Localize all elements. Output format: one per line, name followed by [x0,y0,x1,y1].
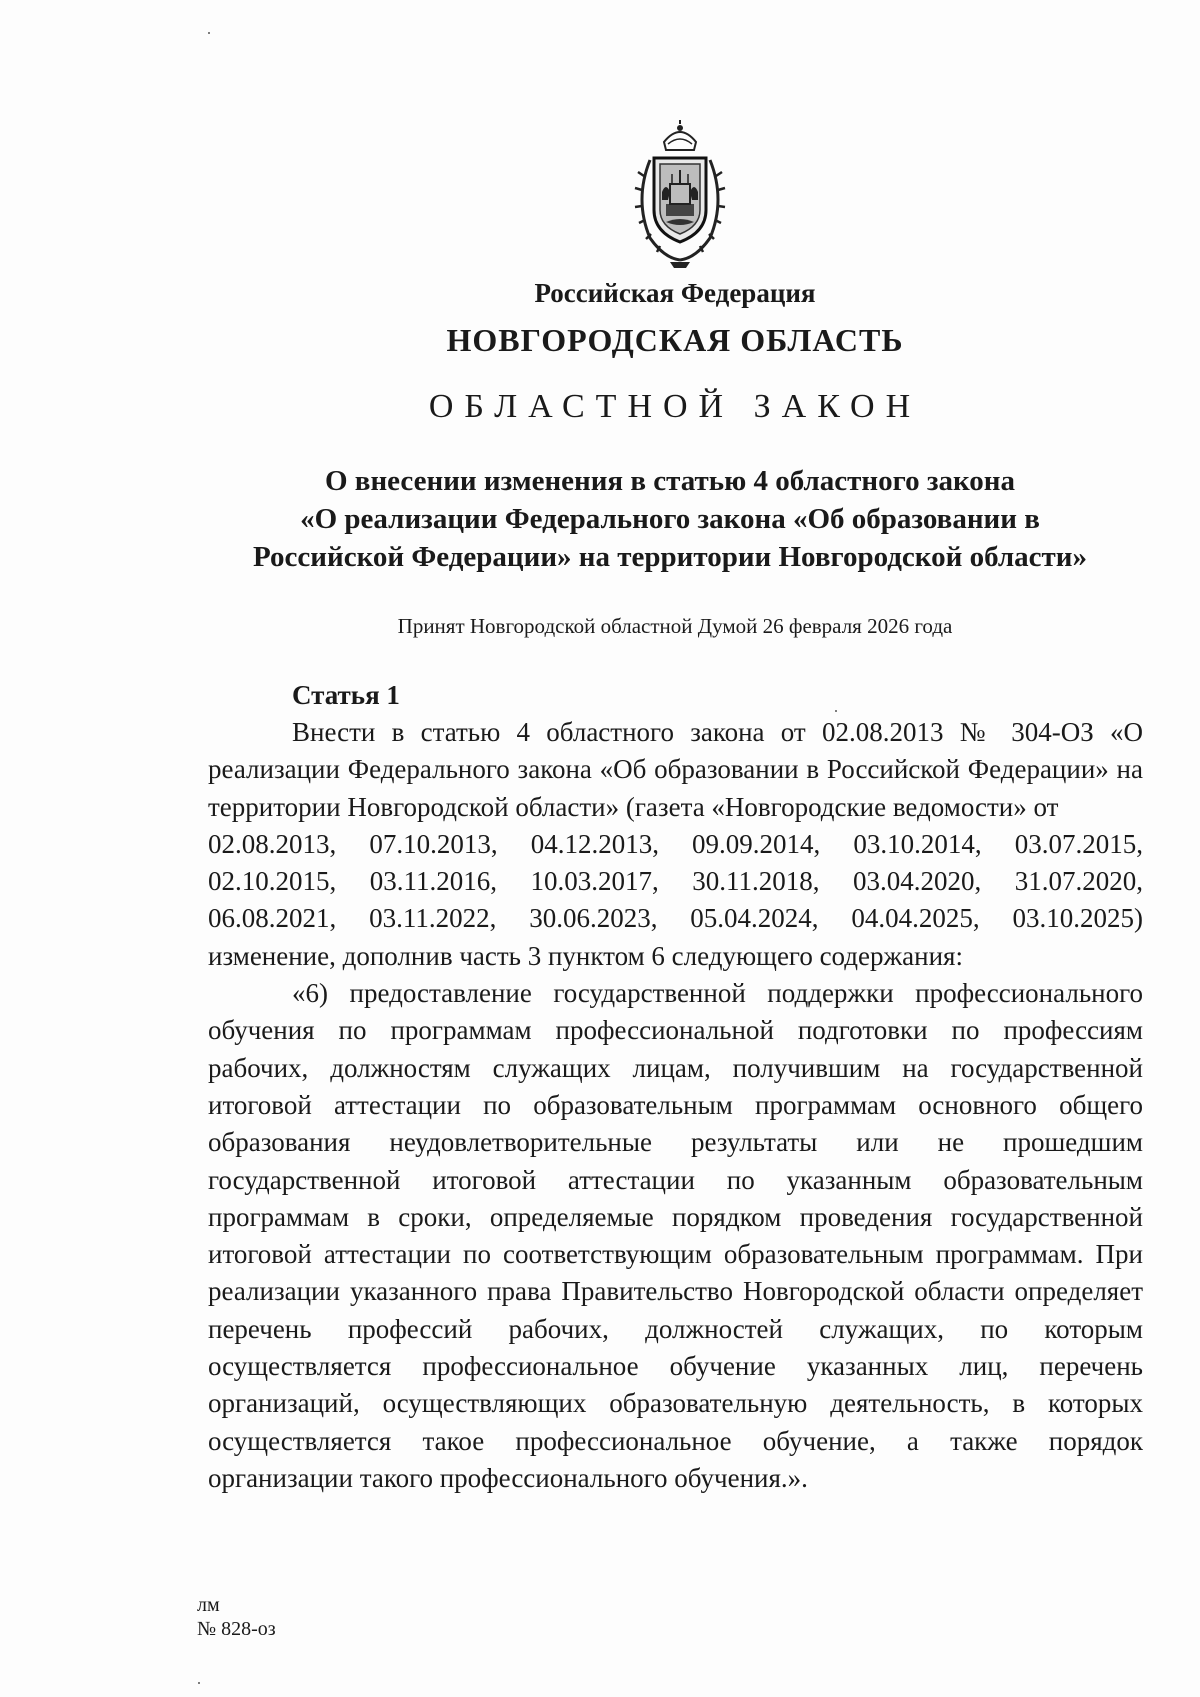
scan-speck [198,1682,200,1684]
region-name: НОВГОРОДСКАЯ ОБЛАСТЬ [446,322,904,358]
country-name: Российская Федерация [534,278,816,308]
change-description: изменение, дополнив часть 3 пунктом 6 следующего содержания: [208,940,963,971]
article-intro: Внести в статью 4 областного закона от 02.08.2013 № 304-ОЗ «О реализации Федерального закона «Об образовании в Российской Федерации» на территории Новгородской области» (газета «Новгородские ведомости» от [208,717,1143,822]
article-heading: Статья 1 [292,680,400,710]
law-title [0,462,1200,576]
document-type: ОБЛАСТНОЙ ЗАКОН [428,388,922,425]
law-title-line: Российской Федерации» на территории Новгородской области» [253,541,1087,573]
adoption-note: Принят Новгородской областной Думой 26 февраля 2026 года [397,614,953,638]
article-body [208,714,1143,1497]
coat-of-arms-icon [620,120,740,270]
executor-initials: лм [197,1594,220,1616]
scan-speck [835,710,837,712]
document-footer [197,1593,276,1641]
law-title-line: О внесении изменения в статью 4 областного закона [324,465,1016,497]
law-number: № 828-оз [197,1618,276,1640]
publication-dates: 06.08.2021, 03.11.2022, 30.06.2023, 05.04.2024, 04.04.2025, 03.10.2025) [208,903,1143,934]
publication-dates: 02.08.2013, 07.10.2013, 04.12.2013, 09.09.2014, 03.10.2014, 03.07.2015, [208,828,1143,859]
law-title-line: «О реализации Федерального закона «Об образовании в [300,503,1040,535]
point-6-text: «6) предоставление государственной поддержки профессионального обучения по программам профессиональной подготовки по профессиям рабочих, должностям служащих лицам, получившим на государственной итоговой аттестации по образовательным программам основного общего образования неудовлетворительные результаты или не прошедшим государственной итоговой аттестации по указанным образовательным программам в сроки, определяемые порядком проведения государственной итоговой аттестации по соответствующим образовательным программам. При реализации указанного права Правительство Новгородской области определяет перечень профессий рабочих, должностей служащих, по которым осуществляется профессиональное обучение указанных лиц, перечень организаций, осуществляющих образовательную деятельность, в которых осуществляется такое профессиональное обучение, а также порядок организации такого профессионального обучения.». [208,978,1143,1493]
scan-speck [208,32,210,34]
publication-dates: 02.10.2015, 03.11.2016, 10.03.2017, 30.11.2018, 03.04.2020, 31.07.2020, [208,866,1143,897]
